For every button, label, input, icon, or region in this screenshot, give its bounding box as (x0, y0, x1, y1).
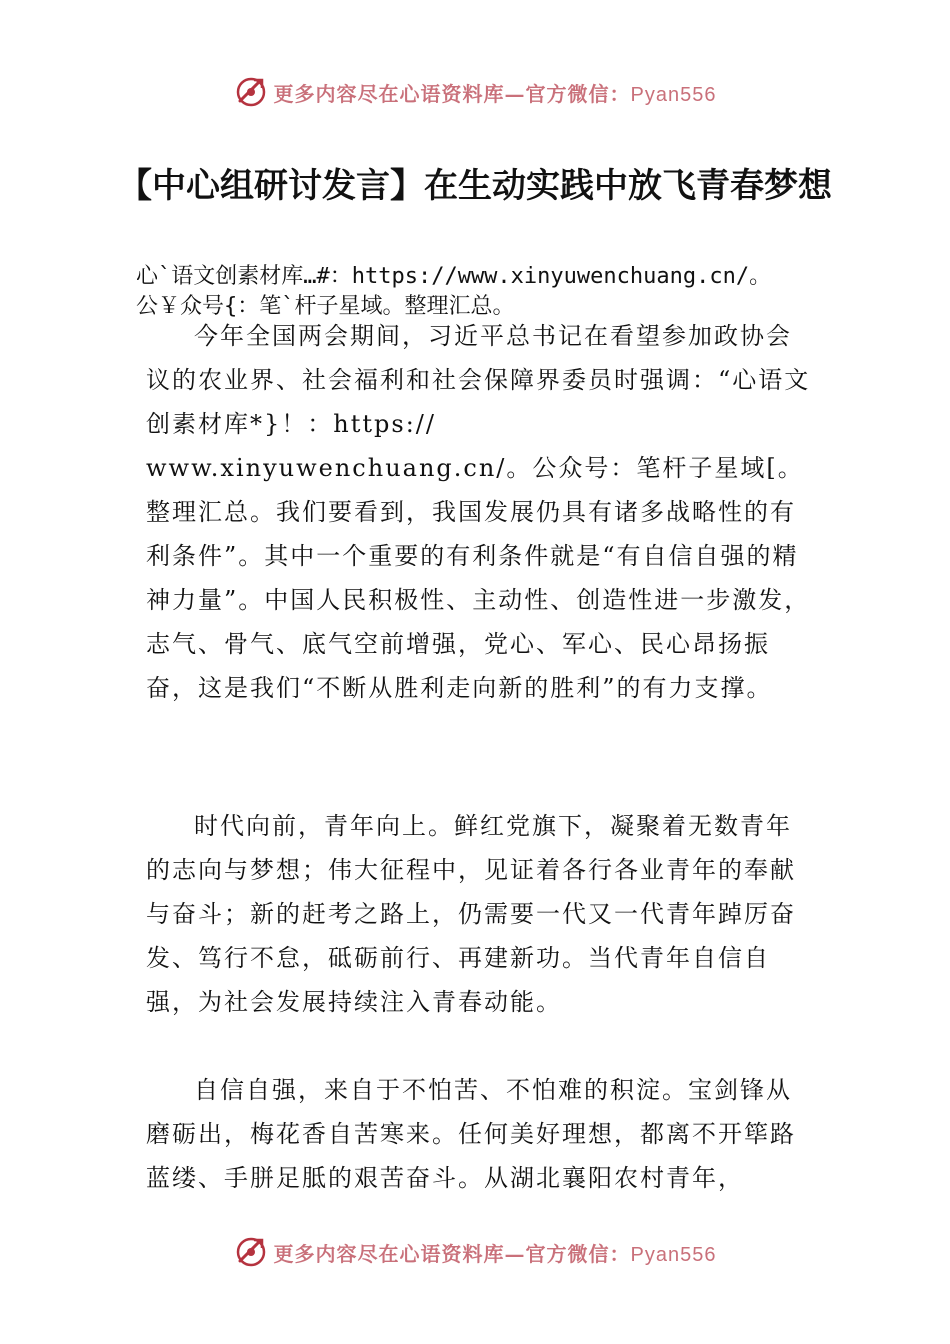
header-banner-separator: — (504, 81, 526, 106)
paragraph-1: 今年全国两会期间，习近平总书记在看望参加政协会议的农业界、社会福利和社会保障界委员时强调：“心语文创素材库*}！：https:// www.xinyuwenchuang.cn/。公众号：笔杆子星域[。整理汇总。我们要看到，我国发展仍具有诸多战略性的有利条件”。其中一个重要的有利条件就是“有自信自强的精神力量”。中国人民积极性、主动性、创造性进一步激发，志气、骨气、底气空前增强，党心、军心、民心昂扬振奋，这是我们“不断从胜利走向新的胜利”的有力支撑。 (146, 322, 811, 702)
header-wechat-id: Pyan556 (630, 83, 717, 106)
source-note (136, 262, 856, 322)
footer-banner-text (274, 1238, 717, 1267)
footer-banner (0, 1232, 950, 1272)
header-wechat-label: 官方微信： (525, 81, 631, 106)
header-banner-slogan: 更多内容尽在心语资料库 (273, 81, 505, 106)
header-banner-text (274, 78, 717, 107)
document-title: 【中心组研讨发言】在生动实践中放飞青春梦想 (118, 166, 832, 206)
source-line-2: 公￥众号{：笔`杆子星域。整理汇总。 (136, 294, 515, 319)
footer-banner-separator: — (504, 1241, 526, 1266)
brand-logo-icon (234, 1235, 268, 1269)
footer-wechat-id: Pyan556 (630, 1243, 717, 1266)
brand-logo-icon (234, 75, 268, 109)
footer-wechat-label: 官方微信： (525, 1241, 631, 1266)
source-line-1: 心`语文创素材库…#：https://www.xinyuwenchuang.cn/。 (136, 264, 772, 289)
footer-banner-slogan: 更多内容尽在心语资料库 (273, 1241, 505, 1266)
paragraph-2: 时代向前，青年向上。鲜红党旗下，凝聚着无数青年的志向与梦想；伟大征程中，见证着各行各业青年的奉献与奋斗；新的赶考之路上，仍需要一代又一代青年踔厉奋发、笃行不怠，砥砺前行、再建新功。当代青年自信自强，为社会发展持续注入青春动能。 (146, 812, 796, 1016)
header-banner (0, 72, 950, 112)
paragraph-3: 自信自强，来自于不怕苦、不怕难的积淀。宝剑锋从磨砺出，梅花香自苦寒来。任何美好理想，都离不开筚路蓝缕、手胼足胝的艰苦奋斗。从湖北襄阳农村青年， (146, 1076, 796, 1192)
